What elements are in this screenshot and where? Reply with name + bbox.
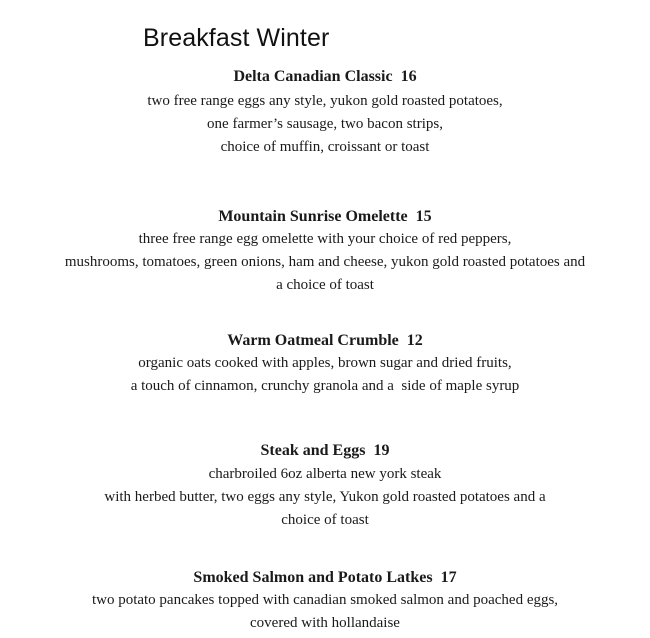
menu-item-description-line: covered with hollandaise (250, 615, 400, 631)
menu-item-heading: Warm Oatmeal Crumble 12 (227, 332, 423, 349)
menu-item-delta-canadian-classic (0, 66, 650, 159)
menu-item-description-line: with herbed butter, two eggs any style, Yukon gold roasted potatoes and a (104, 489, 546, 505)
menu-item-description-line: one farmer’s sausage, two bacon strips, (207, 116, 443, 132)
menu-item-smoked-salmon-potato-latkes (0, 567, 650, 635)
menu-item-description-line: three free range egg omelette with your choice of red peppers, (138, 231, 512, 247)
menu-item-mountain-sunrise-omelette (0, 206, 650, 297)
menu-item-warm-oatmeal-crumble (0, 330, 650, 398)
menu-item-heading: Smoked Salmon and Potato Latkes 17 (193, 569, 457, 586)
menu-item-description-line: two potato pancakes topped with canadian smoked salmon and poached eggs, (91, 592, 559, 608)
menu-item-description-line: choice of toast (281, 512, 369, 528)
menu-item-heading: Mountain Sunrise Omelette 15 (218, 208, 432, 225)
menu-item-heading: Steak and Eggs 19 (260, 442, 390, 459)
menu-item-description-line: a choice of toast (276, 277, 374, 293)
menu-item-description-line: charbroiled 6oz alberta new york steak (208, 466, 442, 482)
menu-title: Breakfast Winter (143, 24, 330, 52)
menu-item-heading: Delta Canadian Classic 16 (233, 68, 417, 85)
menu-item-steak-and-eggs (0, 440, 650, 532)
menu-item-description-line: organic oats cooked with apples, brown sugar and dried fruits, (138, 355, 512, 371)
menu-item-description-line: choice of muffin, croissant or toast (220, 139, 430, 155)
menu-item-description-line: two free range eggs any style, yukon gold roasted potatoes, (147, 93, 503, 109)
menu-item-description-line: mushrooms, tomatoes, green onions, ham and cheese, yukon gold roasted potatoes and (64, 254, 586, 270)
menu-item-description-line: a touch of cinnamon, crunchy granola and a side of maple syrup (130, 378, 520, 394)
